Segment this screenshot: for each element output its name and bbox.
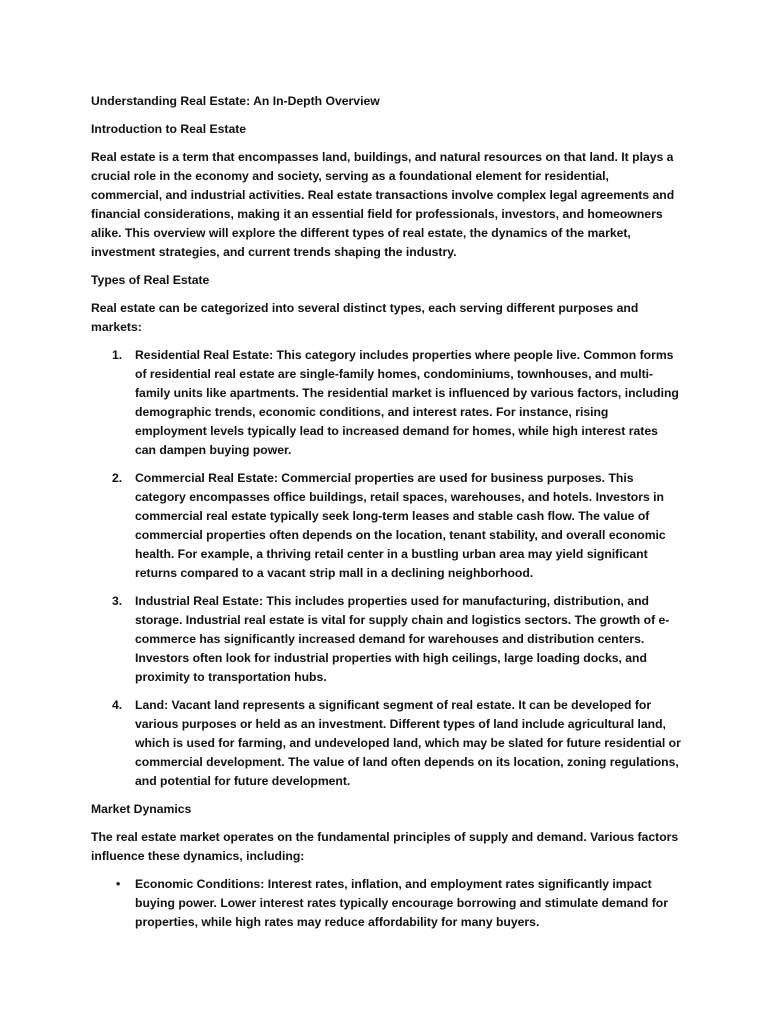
list-item-text: Industrial Real Estate: This includes properties used for manufacturing, distribution, and storage. Industrial real estate is vital for supply chain and logistics sectors. The growth of e-commerce has significantly increased demand for warehouses and distribution centers. Investors often look for industrial properties with high ceilings, large loading docks, and proximity to transportation hubs. — [135, 594, 670, 684]
list-number: 3. — [112, 594, 123, 608]
types-paragraph: Real estate can be categorized into several distinct types, each serving different purposes and markets: — [91, 301, 639, 334]
list-number: 1. — [112, 348, 123, 362]
section-heading-introduction: Introduction to Real Estate — [91, 122, 247, 136]
document-title: Understanding Real Estate: An In-Depth Overview — [91, 94, 380, 108]
list-item-text: Commercial Real Estate: Commercial properties are used for business purposes. This category encompasses office buildings, retail spaces, warehouses, and hotels. Investors in commercial real estate typically seek long-term leases and stable cash flow. The value of commercial properties often depends on the location, tenant stability, and overall economic health. For example, a thriving retail center in a bustling urban area may yield significant returns compared to a vacant strip mall in a declining neighborhood. — [135, 471, 666, 580]
list-item — [91, 696, 681, 791]
list-item-text: Land: Vacant land represents a significant segment of real estate. It can be developed for various purposes or held as an investment. Different types of land include agricultural land, which is used for farming, and undeveloped land, which may be slated for future residential or commercial development. The value of land often depends on its location, zoning regulations, and potential for future development. — [135, 698, 681, 788]
types-list — [91, 346, 681, 791]
list-number: 2. — [112, 471, 123, 485]
market-factors-list — [91, 875, 681, 932]
list-item-text: Residential Real Estate: This category includes properties where people live. Common forms of residential real estate are single-family homes, condominiums, townhouses, and multi-family units like apartments. The residential market is influenced by various factors, including demographic trends, economic conditions, and interest rates. For instance, rising employment levels typically lead to increased demand for homes, while high interest rates can dampen buying power. — [135, 348, 679, 457]
document-body — [91, 92, 681, 941]
market-dynamics-paragraph: The real estate market operates on the fundamental principles of supply and demand. Various factors influence these dynamics, including: — [91, 830, 679, 863]
list-item-text: Economic Conditions: Interest rates, inflation, and employment rates significantly impact buying power. Lower interest rates typically encourage borrowing and stimulate demand for properties, while high rates may reduce affordability for many buyers. — [135, 877, 668, 929]
introduction-paragraph: Real estate is a term that encompasses land, buildings, and natural resources on that land. It plays a crucial role in the economy and society, serving as a foundational element for residential, commercial, and industrial activities. Real estate transactions involve complex legal agreements and financial considerations, making it an essential field for professionals, investors, and homeowners alike. This overview will explore the different types of real estate, the dynamics of the market, investment strategies, and current trends shaping the industry. — [91, 150, 675, 259]
list-number: 4. — [112, 698, 123, 712]
list-item — [91, 346, 681, 460]
list-item — [91, 592, 681, 687]
list-item — [91, 469, 681, 583]
section-heading-types: Types of Real Estate — [91, 273, 210, 287]
bullet-icon: • — [116, 877, 121, 891]
list-item — [91, 875, 681, 932]
section-heading-market-dynamics: Market Dynamics — [91, 802, 192, 816]
